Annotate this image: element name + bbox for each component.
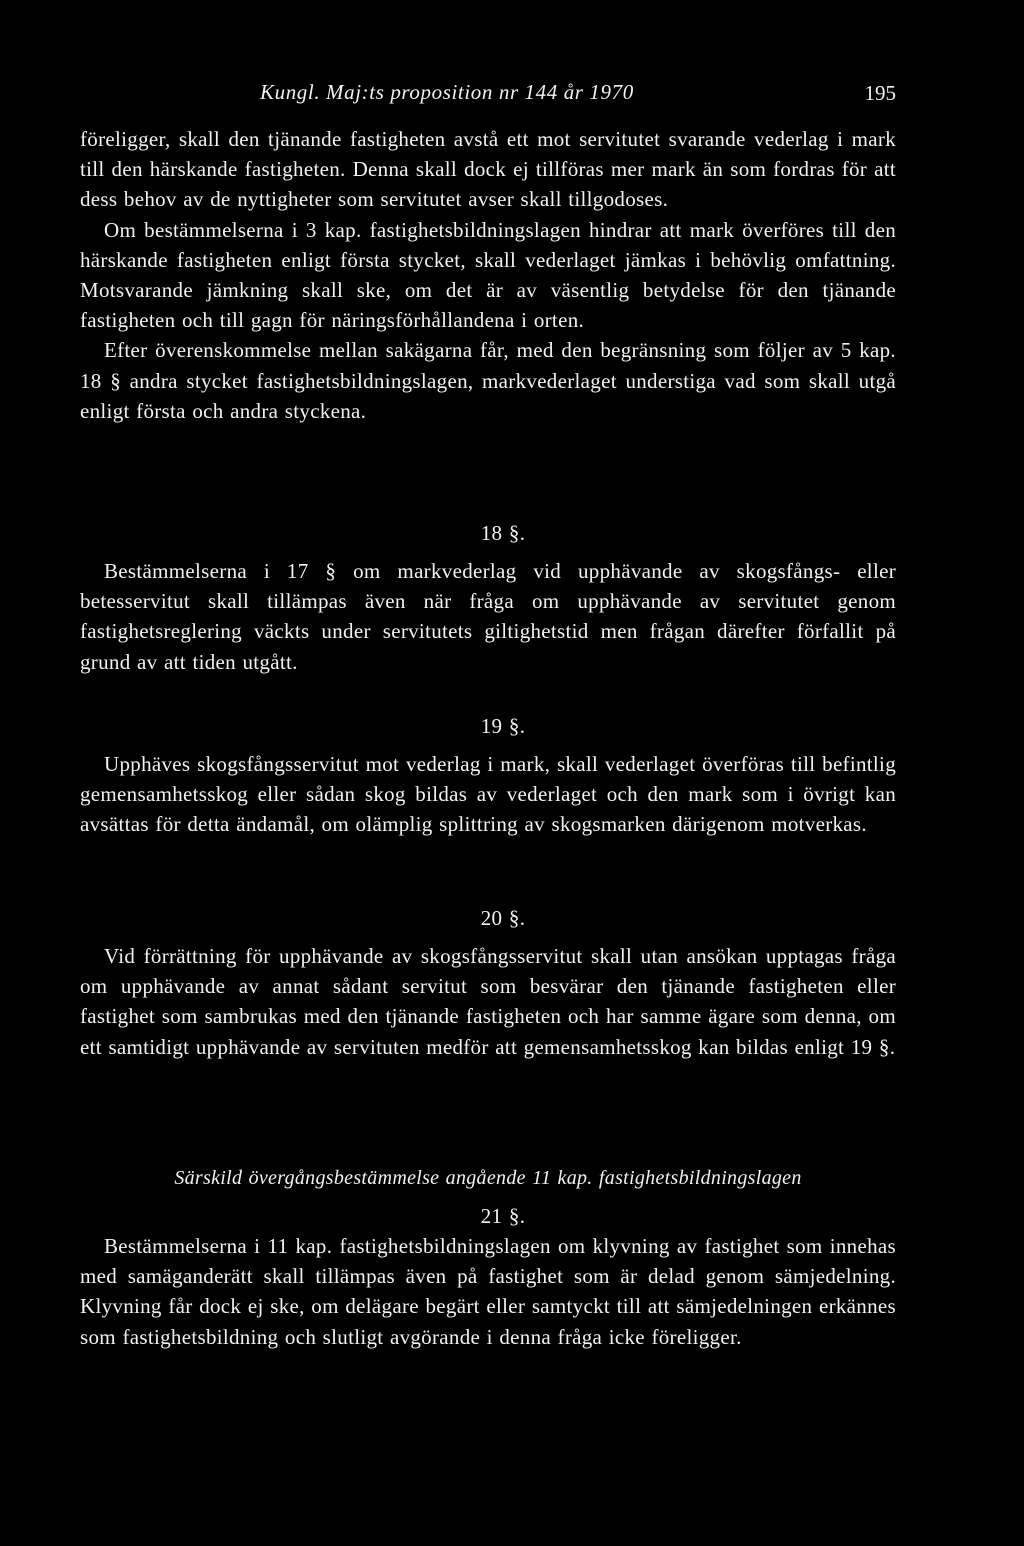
section-20 bbox=[80, 903, 896, 1062]
continued-section bbox=[80, 124, 896, 426]
section-19 bbox=[80, 711, 896, 840]
section-18 bbox=[80, 518, 896, 677]
section-number: 21 §. bbox=[480, 1204, 526, 1228]
paragraph: Vid förrättning för upphävande av skogsfångsservitut skall utan ansökan upptagas fråga om upphävande av annat sådant servitut som besvärar den tjänande fastigheten eller fastighet som sambrukas med den tjänande fastigheten och har samme ägare som denna, om ett samtidigt upphävande av servituten medför att gemensamhetsskog kan bildas enligt 19 §. bbox=[80, 944, 896, 1059]
paragraph: Efter överenskommelse mellan sakägarna får, med den begränsning som följer av 5 kap. 18 § andra stycket fastighetsbildningslagen, markvederlaget understiga vad som skall utgå enligt första och andra styckena. bbox=[80, 338, 896, 423]
paragraph: föreligger, skall den tjänande fastigheten avstå ett mot servitutet svarande vederlag i mark till den härskande fastigheten. Denna skall dock ej tillföras mer mark än som fordras för att dess behov av de nyttigheter som servitutet avser skall tillgodoses. bbox=[80, 127, 896, 212]
page-number: 195 bbox=[864, 81, 896, 105]
section-21 bbox=[80, 1163, 896, 1352]
running-title: Kungl. Maj:ts proposition nr 144 år 1970 bbox=[260, 80, 634, 104]
page-header bbox=[80, 0, 896, 116]
paragraph: Upphäves skogsfångsservitut mot vederlag i mark, skall vederlaget överföras till befintlig gemensamhetsskog eller sådan skog bildas av vederlaget och den mark som i övrigt kan avsättas för detta ändamål, om olämplig splittring av skogsmarken därigenom motverkas. bbox=[80, 752, 896, 837]
paragraph: Bestämmelserna i 17 § om markvederlag vid upphävande av skogsfångs- eller betesservitut skall tillämpas även när fråga om upphävande av servitutet genom fastighetsreglering väckts under servitutets giltighetstid men frågan därefter förfallit på grund av att tiden utgått. bbox=[80, 559, 896, 674]
paragraph: Om bestämmelserna i 3 kap. fastighetsbildningslagen hindrar att mark överföres till den härskande fastigheten enligt första stycket, skall vederlaget jämkas i behövlig omfattning. Motsvarande jämkning skall ske, om det är av väsentlig betydelse för den tjänande fastigheten och till gagn för näringsförhållandena i orten. bbox=[80, 217, 896, 333]
section-number: 18 §. bbox=[480, 521, 526, 545]
section-number: 19 §. bbox=[480, 714, 526, 738]
document-page bbox=[80, 0, 896, 1349]
section-number: 20 §. bbox=[480, 906, 526, 930]
paragraph: Bestämmelserna i 11 kap. fastighetsbildningslagen om klyvning av fastighet som innehas med samäganderätt skall tillämpas även på fastighet som är delad genom sämjedelning. Klyvning får dock ej ske, om delägare begärt eller samtyckt till att sämjedelningen erkännes som fastighetsbildning och slutligt avgörande i denna fråga icke föreligger. bbox=[80, 1234, 896, 1349]
section-subheading: Särskild övergångsbestämmelse angående 11 kap. fastighetsbildningslagen bbox=[174, 1167, 802, 1189]
